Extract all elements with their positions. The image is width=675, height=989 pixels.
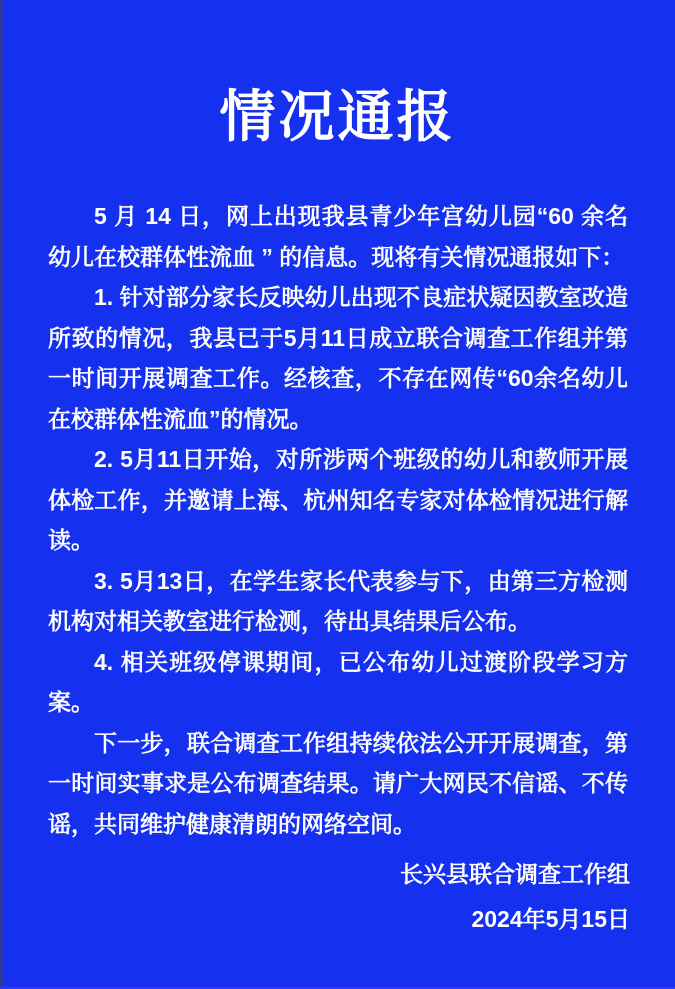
notice-paragraph: 2. 5月11日开始，对所涉两个班级的幼儿和教师开展体检工作，并邀请上海、杭州知名专家对体检情况进行解读。 — [48, 446, 628, 553]
signature-organization: 长兴县联合调查工作组 — [400, 861, 630, 887]
signature-block — [400, 852, 630, 942]
notice-paragraph: 下一步，联合调查工作组持续依法公开开展调查，第一时间实事求是公布调查结果。请广大网民不信谣、不传谣，共同维护健康清朗的网络空间。 — [48, 729, 628, 837]
notice-paragraph: 1. 针对部分家长反映幼儿出现不良症状疑因教室改造所致的情况，我县已于5月11日成立联合调查工作组并第一时间开展调查工作。经核查，不存在网传“60余名幼儿在校群体性流血”的情况。 — [48, 284, 628, 432]
notice-body — [48, 196, 628, 844]
signature-date: 2024年5月15日 — [471, 906, 630, 932]
notice-paragraph: 3. 5月13日，在学生家长代表参与下，由第三方检测机构对相关教室进行检测，待出具结果后公布。 — [48, 567, 628, 634]
notice-paragraph: 4. 相关班级停课期间，已公布幼儿过渡阶段学习方案。 — [48, 648, 628, 715]
notice-paragraph: 5 月 14 日，网上出现我县青少年宫幼儿园“60 余名幼儿在校群体性流血 ” 的信息。现将有关情况通报如下： — [48, 203, 628, 270]
notice-title: 情况通报 — [219, 85, 456, 148]
